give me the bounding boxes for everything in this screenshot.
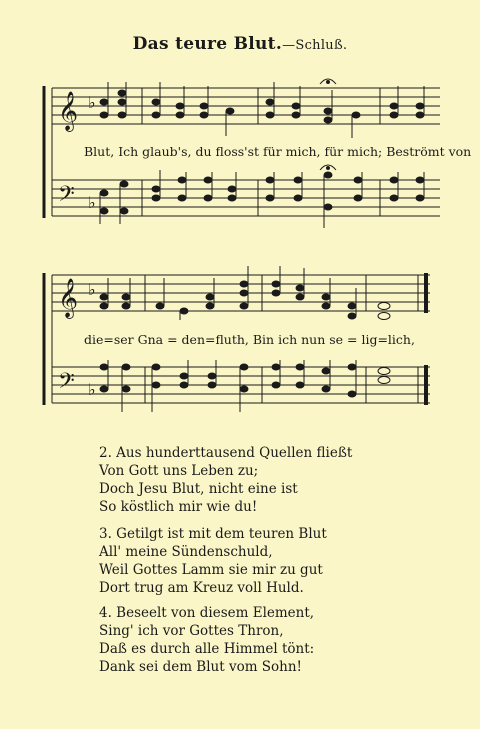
flat-icon: ♭ xyxy=(88,380,96,399)
verse-line: Daß es durch alle Himmel tönt: xyxy=(99,641,315,657)
verse-line: 2. Aus hunderttausend Quellen fließt xyxy=(99,445,353,461)
verse-line: 4. Beseelt von diesem Element, xyxy=(99,605,315,621)
flat-icon: ♭ xyxy=(88,193,96,212)
verse-4 xyxy=(99,604,314,676)
bass-clef-icon: 𝄢 xyxy=(58,369,75,399)
verse-line: Dort trug am Kreuz voll Huld. xyxy=(99,580,304,596)
system2-bass-notes xyxy=(100,360,390,412)
verse-line: Dank sei dem Blut vom Sohn! xyxy=(99,659,302,675)
verse-3 xyxy=(99,525,327,597)
verse-line: Von Gott uns Leben zu; xyxy=(99,463,259,479)
system1-treble-staff xyxy=(52,88,440,124)
flat-icon: ♭ xyxy=(88,280,96,299)
bass-clef-icon: 𝄢 xyxy=(58,182,75,212)
verse-line: So köstlich mir wie du! xyxy=(99,499,258,515)
verse-line: 3. Getilgt ist mit dem teuren Blut xyxy=(99,526,327,542)
flat-icon: ♭ xyxy=(88,93,96,112)
hymn-title-main: Das teure Blut. xyxy=(132,34,283,54)
treble-clef-icon: 𝄞 xyxy=(58,278,79,318)
verse-line: Doch Jesu Blut, nicht eine ist xyxy=(99,481,298,497)
system2-bass-staff xyxy=(52,367,430,403)
verse-line: Sing' ich vor Gottes Thron, xyxy=(99,623,284,639)
system1-bass-staff xyxy=(52,180,440,216)
verse-2 xyxy=(99,444,352,516)
system1-lyrics: Blut, Ich glaub's, du floss'st für mich, für mich; Beströmt von xyxy=(84,144,472,159)
verse-line: Weil Gottes Lamm sie mir zu gut xyxy=(99,562,323,578)
verse-line: All' meine Sündenschuld, xyxy=(99,544,273,560)
system2-lyrics: die=ser Gna = den=fluth, Bin ich nun se = lig=lich, xyxy=(84,332,415,347)
hymn-title-sub: —Schluß. xyxy=(282,38,348,53)
system1-bass-notes xyxy=(100,165,424,228)
treble-clef-icon: 𝄞 xyxy=(58,91,79,131)
